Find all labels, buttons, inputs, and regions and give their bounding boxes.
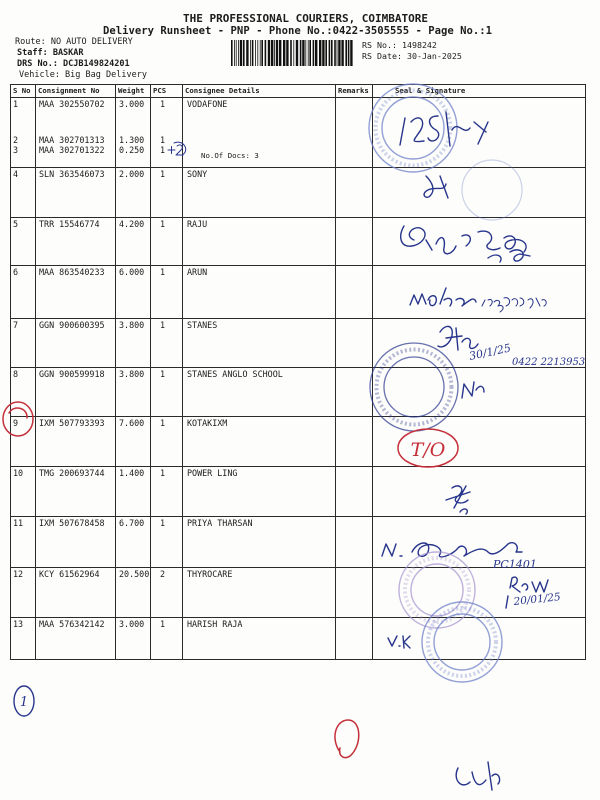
consignee-name: PRIYA THARSAN	[187, 518, 253, 528]
handwritten-date-row-12: 20/01/25	[513, 591, 562, 608]
serial-number-cell	[11, 417, 36, 467]
weight: 20.500	[119, 569, 150, 579]
barcode-bar	[271, 40, 273, 66]
pieces-cell	[151, 168, 183, 218]
weight-cell	[116, 319, 151, 368]
weight-cell	[116, 98, 151, 168]
consignee-name-cell	[183, 266, 336, 319]
serial-number-cell	[11, 467, 36, 517]
serial-number-cell	[11, 568, 36, 618]
consignee-name: THYROCARE	[187, 569, 233, 579]
pieces-cell	[151, 218, 183, 266]
remarks-cell	[336, 568, 373, 618]
rs-date: RS Date: 30-Jan-2025	[362, 51, 462, 61]
barcode-bar	[240, 40, 242, 66]
consignment-number: SLN 363546073	[39, 169, 105, 179]
table-row	[11, 168, 586, 218]
barcode-bar	[290, 40, 292, 66]
vehicle-label: Vehicle: Big Bag Delivery	[19, 70, 147, 80]
consignee-name: HARISH RAJA	[187, 619, 243, 629]
seal-signature-cell	[373, 517, 586, 568]
pieces-cell	[151, 568, 183, 618]
table-row	[11, 517, 586, 568]
column-header-remarks: Remarks	[336, 85, 373, 98]
serial-number-cell	[11, 168, 36, 218]
consignee-name-cell	[183, 517, 336, 568]
barcode-bar	[300, 40, 302, 66]
table-row	[11, 218, 586, 266]
barcode-bar	[252, 40, 254, 66]
route-label: Route: NO AUTO DELIVERY	[15, 37, 133, 47]
weight-cell	[116, 368, 151, 417]
serial-number-cell	[11, 368, 36, 417]
table-row	[11, 266, 586, 319]
remarks-cell	[336, 517, 373, 568]
barcode-bar	[293, 40, 294, 66]
handwritten-to-mark-row-9: T/O	[410, 439, 446, 461]
weight: 2.000	[119, 169, 145, 179]
drs-number: DRS No.: DCJB149824201	[17, 59, 130, 69]
serial-number-cell	[11, 319, 36, 368]
weight-cell	[116, 467, 151, 517]
serial-number: 10	[13, 468, 24, 478]
consignee-name-cell	[183, 618, 336, 660]
seal-signature-cell	[373, 618, 586, 660]
seal-signature-cell	[373, 467, 586, 517]
weight: 1.400	[119, 468, 145, 478]
barcode-bar	[261, 40, 263, 66]
consignment-number: GGN 900599918	[39, 369, 105, 379]
barcode-bar	[276, 40, 278, 66]
barcode-bar	[305, 40, 306, 66]
pieces: 1	[160, 169, 166, 179]
column-header-consignment: Consignment No	[36, 85, 116, 98]
serial-number-cell	[11, 266, 36, 319]
seal-signature-cell	[373, 266, 586, 319]
consignment-number-cell	[36, 319, 116, 368]
consignment-number-cell	[36, 98, 116, 168]
barcode-bar	[350, 40, 352, 66]
consignment-number: IXM 507678458	[39, 518, 105, 528]
weight: 3.000	[119, 619, 145, 629]
serial-number: 11	[13, 518, 24, 528]
consignment-number-cell	[36, 517, 116, 568]
barcode-bar	[296, 40, 298, 66]
barcode-bar	[302, 40, 304, 66]
handwritten-phone-row-7: 0422 2213953	[512, 357, 586, 368]
runsheet-title: Delivery Runsheet - PNP - Phone No.:0422-3505555 - Page No.:1	[103, 25, 493, 37]
consignment-number: GGN 900600395	[39, 320, 105, 330]
consignment-number: MAA 302550702	[39, 99, 105, 109]
table-header-row	[11, 85, 586, 98]
consignment-number-cell	[36, 218, 116, 266]
pieces: 1	[160, 99, 166, 109]
barcode-bar	[234, 40, 235, 66]
pieces: 2	[160, 569, 166, 579]
table-row	[11, 98, 586, 168]
barcode	[231, 40, 355, 66]
pieces: 1	[160, 145, 166, 155]
weight-cell	[116, 417, 151, 467]
remarks-cell	[336, 98, 373, 168]
table-row	[11, 319, 586, 368]
remarks-cell	[336, 368, 373, 417]
pieces-cell	[151, 517, 183, 568]
red-loop-mark	[335, 720, 359, 758]
consignment-number: TMG 200693744	[39, 468, 105, 478]
remarks-cell	[336, 266, 373, 319]
remarks-cell	[336, 168, 373, 218]
serial-number-cell	[11, 98, 36, 168]
barcode-bar	[338, 40, 340, 66]
consignee-name: VODAFONE	[187, 99, 228, 109]
seal-signature-cell	[373, 368, 586, 417]
weight: 4.200	[119, 219, 145, 229]
weight-cell	[116, 517, 151, 568]
weight: 1.300	[119, 135, 145, 145]
serial-number: 2	[13, 135, 19, 145]
pieces-cell	[151, 618, 183, 660]
consignment-number: MAA 863540233	[39, 267, 105, 277]
barcode-bar	[334, 40, 336, 66]
serial-number: 6	[13, 267, 19, 277]
consignee-name: POWER LING	[187, 468, 238, 478]
barcode-bar	[286, 40, 288, 66]
remarks-cell	[336, 467, 373, 517]
serial-number: 1	[13, 99, 19, 109]
consignment-number: TRR 15546774	[39, 219, 100, 229]
pieces: 1	[160, 619, 166, 629]
pieces: 1	[160, 135, 166, 145]
weight: 6.700	[119, 518, 145, 528]
serial-number-cell	[11, 517, 36, 568]
blue-circle-page-mark	[14, 686, 34, 716]
weight: 7.600	[119, 418, 145, 428]
barcode-bar	[238, 40, 239, 66]
barcode-bar	[345, 40, 347, 66]
consignee-name: RAJU	[187, 219, 208, 229]
barcode-bar	[337, 40, 338, 66]
handwritten-date-row-7: 30/1/25	[467, 341, 513, 363]
pieces: 1	[160, 219, 166, 229]
pieces-cell	[151, 368, 183, 417]
barcode-bar	[268, 40, 270, 66]
column-header-seal-signature: Seal & Signature	[373, 85, 586, 98]
seal-signature-cell	[373, 98, 586, 168]
consignment-number-cell	[36, 266, 116, 319]
consignee-name-cell	[183, 218, 336, 266]
weight-cell	[116, 568, 151, 618]
consignee-name-cell	[183, 319, 336, 368]
consignment-number-cell	[36, 368, 116, 417]
barcode-bar	[279, 40, 281, 66]
barcode-bar	[246, 40, 248, 66]
consignee-name-cell	[183, 168, 336, 218]
consignee-name-cell	[183, 368, 336, 417]
pieces: 1	[160, 320, 166, 330]
table-row	[11, 467, 586, 517]
serial-number-cell	[11, 218, 36, 266]
barcode-bar	[265, 40, 267, 66]
consignment-number: IXM 507793393	[39, 418, 105, 428]
column-header-sno: S No	[11, 85, 36, 98]
pieces: 1	[160, 468, 166, 478]
barcode-bar	[236, 40, 237, 66]
weight-cell	[116, 618, 151, 660]
barcode-bar	[319, 40, 321, 66]
staff-label: Staff: BASKAR	[17, 48, 84, 58]
serial-number: 13	[13, 619, 24, 629]
barcode-bar	[309, 40, 311, 66]
pieces-cell	[151, 417, 183, 467]
pieces: 1	[160, 418, 166, 428]
serial-number-cell	[11, 618, 36, 660]
consignee-name: SONY	[187, 169, 208, 179]
pieces: 1	[160, 369, 166, 379]
barcode-bar	[231, 40, 233, 66]
rs-number: RS No.: 1498242	[362, 40, 437, 50]
bottom-signature-scribble	[456, 762, 499, 790]
handwritten-code-row-11: PC1401	[493, 558, 537, 571]
weight: 0.250	[119, 145, 145, 155]
consignment-number-cell	[36, 168, 116, 218]
runsheet-table	[10, 84, 586, 660]
barcode-bar	[315, 40, 317, 66]
weight: 6.000	[119, 267, 145, 277]
consignee-name: STANES ANGLO SCHOOL	[187, 369, 283, 379]
consignment-number: MAA 576342142	[39, 619, 105, 629]
serial-number: 9	[13, 418, 19, 428]
serial-number: 5	[13, 219, 19, 229]
barcode-bar	[325, 40, 327, 66]
weight-cell	[116, 218, 151, 266]
consignment-number-cell	[36, 467, 116, 517]
barcode-bar	[283, 40, 285, 66]
serial-number: 12	[13, 569, 24, 579]
consignment-number-cell	[36, 618, 116, 660]
pieces-cell	[151, 98, 183, 168]
consignee-name: STANES	[187, 320, 218, 330]
seal-signature-cell	[373, 568, 586, 618]
remarks-cell	[336, 417, 373, 467]
serial-number: 7	[13, 320, 19, 330]
consignee-name: ARUN	[187, 267, 208, 277]
barcode-bar	[341, 40, 343, 66]
pieces-cell	[151, 467, 183, 517]
company-name: THE PROFESSIONAL COURIERS, COIMBATORE	[183, 12, 429, 25]
barcode-bar	[308, 40, 309, 66]
pieces: 1	[160, 518, 166, 528]
barcode-bar	[331, 40, 333, 66]
consignment-number-cell	[36, 417, 116, 467]
remarks-cell	[336, 319, 373, 368]
consignee-name-cell	[183, 98, 336, 168]
consignment-number-cell	[36, 568, 116, 618]
barcode-bar	[255, 40, 256, 66]
remarks-cell	[336, 618, 373, 660]
barcode-bar	[260, 40, 261, 66]
table-row	[11, 568, 586, 618]
serial-number: 4	[13, 169, 19, 179]
seal-signature-cell	[373, 218, 586, 266]
pieces-cell	[151, 266, 183, 319]
barcode-bar	[243, 40, 245, 66]
seal-signature-cell	[373, 417, 586, 467]
table-row	[11, 417, 586, 467]
weight: 3.000	[119, 99, 145, 109]
handwritten-page-mark: 1	[19, 695, 29, 710]
consignee-name-cell	[183, 417, 336, 467]
pieces-cell	[151, 319, 183, 368]
consignee-name-cell	[183, 568, 336, 618]
column-header-weight: Weight	[116, 85, 151, 98]
table-row	[11, 368, 586, 417]
consignee-name: KOTAKIXM	[187, 418, 228, 428]
barcode-bar	[348, 40, 350, 66]
remarks-cell	[336, 218, 373, 266]
weight: 3.800	[119, 320, 145, 330]
weight-cell	[116, 266, 151, 319]
docs-count-note: No.Of Docs: 3	[201, 151, 259, 160]
table-row	[11, 618, 586, 660]
pieces: 1	[160, 267, 166, 277]
barcode-bar	[274, 40, 275, 66]
serial-number: 8	[13, 369, 19, 379]
barcode-bar	[329, 40, 331, 66]
column-header-pcs: PCS	[151, 85, 183, 98]
serial-number: 3	[13, 145, 19, 155]
column-header-consignee: Consignee Details	[183, 85, 336, 98]
barcode-bar	[322, 40, 324, 66]
consignment-number: MAA 302701322	[39, 145, 105, 155]
barcode-bar	[313, 40, 315, 66]
barcode-bar	[257, 40, 258, 66]
seal-signature-cell	[373, 168, 586, 218]
barcode-bar	[250, 40, 251, 66]
consignment-number: KCY 61562964	[39, 569, 100, 579]
consignee-name-cell	[183, 467, 336, 517]
weight: 3.800	[119, 369, 145, 379]
consignment-number: MAA 302701313	[39, 135, 105, 145]
weight-cell	[116, 168, 151, 218]
seal-signature-cell	[373, 319, 586, 368]
